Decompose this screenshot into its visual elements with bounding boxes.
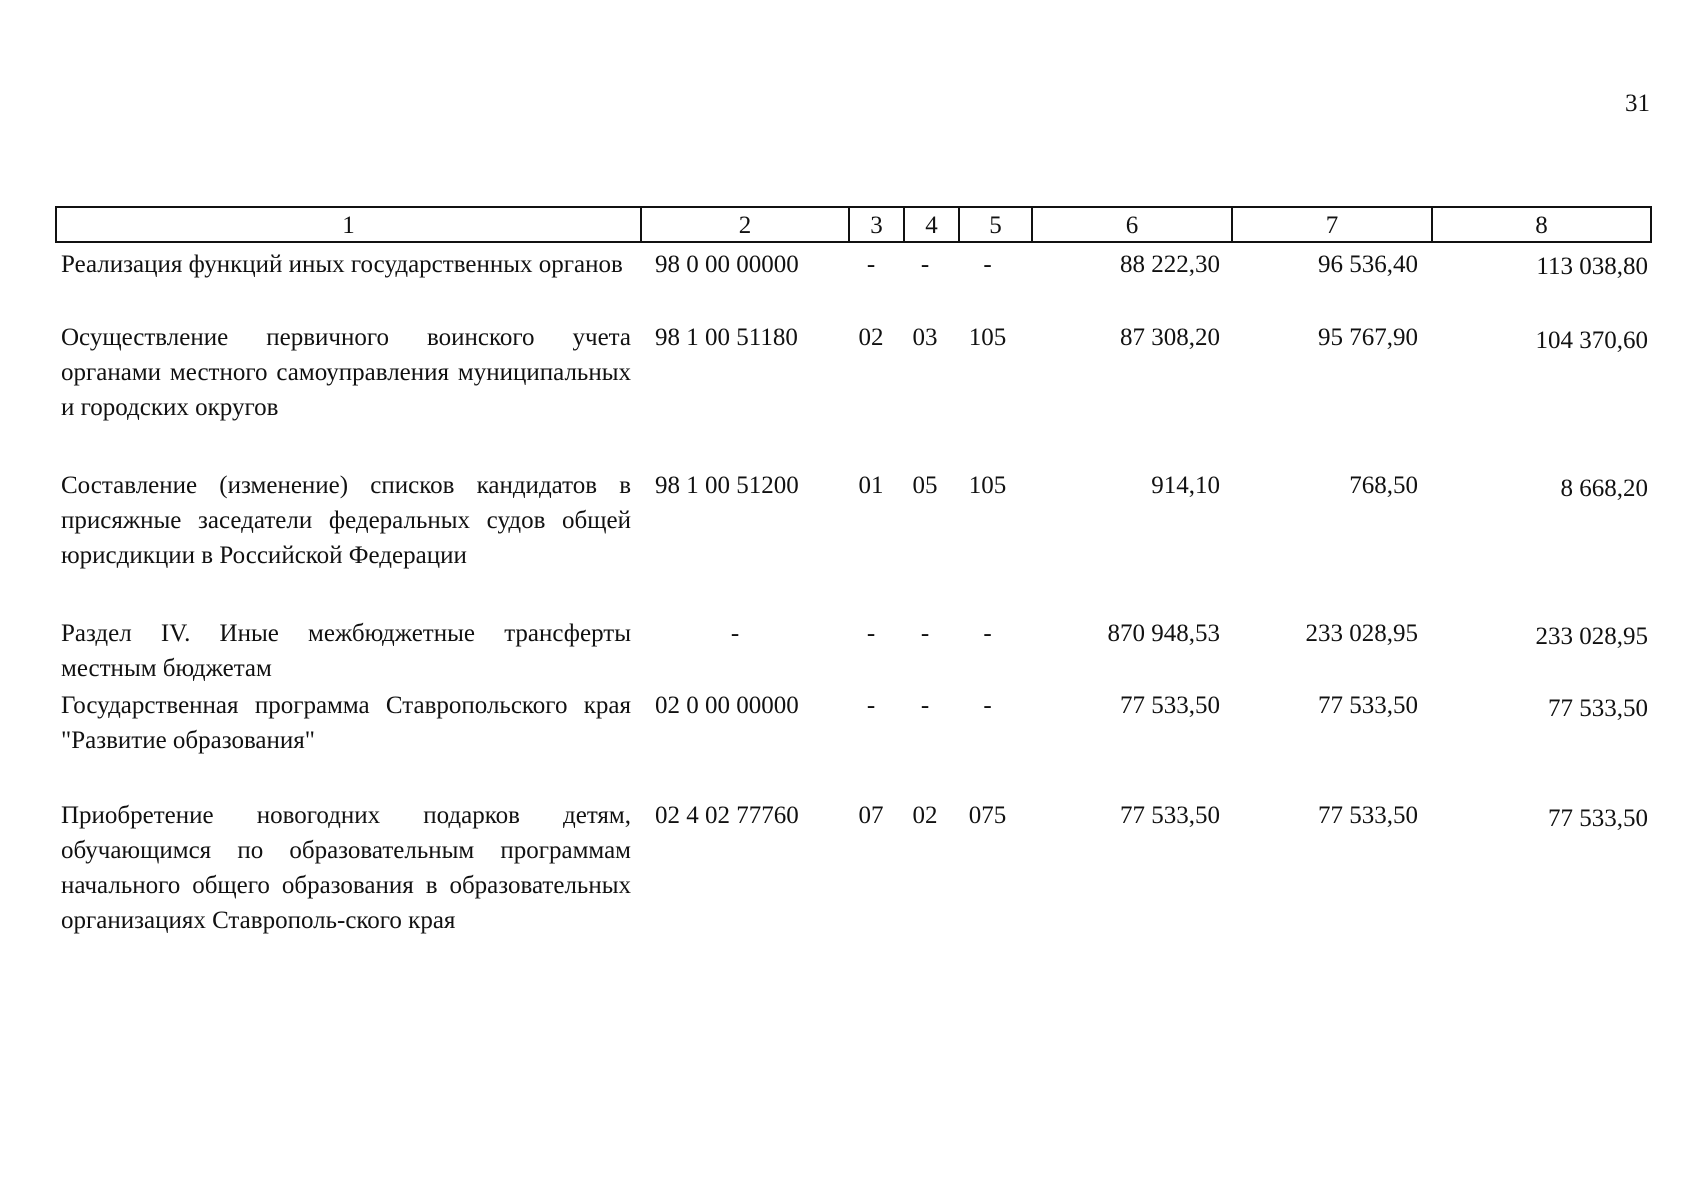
- row-col-4: 05: [912, 472, 938, 499]
- row-value-7: 77 533,50: [1318, 802, 1418, 829]
- column-header-8: 8: [1535, 212, 1548, 239]
- row-value-8: 104 370,60: [1535, 327, 1648, 354]
- row-value-6: 77 533,50: [1120, 802, 1220, 829]
- column-header-4: 4: [905, 208, 960, 241]
- row-col-3: -: [866, 620, 876, 647]
- row-col-4: -: [920, 620, 930, 647]
- row-col-4: -: [920, 692, 930, 719]
- row-value-6: 870 948,53: [1107, 620, 1220, 647]
- row-value-8: 77 533,50: [1548, 805, 1648, 832]
- row-value-7: 768,50: [1349, 472, 1418, 499]
- row-col-3: 01: [858, 472, 884, 499]
- row-code: 98 1 00 51200: [655, 472, 799, 499]
- row-name: Государственная программа Ставропольского края "Развитие образования": [61, 692, 631, 754]
- row-value-8: 113 038,80: [1536, 253, 1648, 280]
- row-value-6: 77 533,50: [1120, 692, 1220, 719]
- row-value-7: 77 533,50: [1318, 692, 1418, 719]
- row-col-5: 105: [968, 324, 1007, 351]
- row-code: 98 0 00 00000: [655, 251, 799, 278]
- row-col-3: 07: [858, 802, 884, 829]
- row-col-4: -: [920, 251, 930, 278]
- row-value-7: 233 028,95: [1305, 620, 1418, 647]
- column-header-5: 5: [960, 208, 1033, 241]
- row-value-7: 95 767,90: [1318, 324, 1418, 351]
- row-col-5: 105: [968, 472, 1007, 499]
- row-value-7: 96 536,40: [1318, 251, 1418, 278]
- column-header-1: 1: [57, 208, 642, 241]
- row-col-5: -: [983, 251, 992, 278]
- row-code: 98 1 00 51180: [655, 324, 798, 351]
- column-header-row: [55, 206, 1652, 243]
- row-value-6: 87 308,20: [1120, 324, 1220, 351]
- row-col-5: 075: [968, 802, 1007, 829]
- row-value-8: 8 668,20: [1560, 475, 1648, 502]
- row-value-8: 77 533,50: [1548, 695, 1648, 722]
- row-col-5: -: [983, 620, 992, 647]
- row-value-6: 914,10: [1151, 472, 1220, 499]
- row-value-6: 88 222,30: [1120, 251, 1220, 278]
- row-code: 02 0 00 00000: [655, 692, 799, 719]
- row-name: Реализация функций иных государственных органов: [61, 251, 623, 278]
- column-header-3: 3: [850, 208, 905, 241]
- column-header-2: 2: [642, 208, 850, 241]
- row-col-5: -: [983, 692, 992, 719]
- row-col-3: -: [866, 692, 876, 719]
- column-header-7: 7: [1233, 208, 1433, 241]
- row-col-4: 02: [912, 802, 938, 829]
- row-code: 02 4 02 77760: [655, 802, 799, 829]
- row-name: Осуществление первичного воинского учета органами местного самоуправления муниципальных и городских округов: [61, 324, 631, 421]
- page-number: 31: [1625, 90, 1650, 117]
- row-code: -: [730, 620, 740, 647]
- row-value-8: 233 028,95: [1535, 623, 1648, 650]
- row-name: Составление (изменение) списков кандидатов в присяжные заседатели федеральных судов общей юрисдикции в Российской Федерации: [61, 472, 631, 569]
- row-col-3: 02: [858, 324, 884, 351]
- column-header-6: 6: [1033, 208, 1233, 241]
- row-name: Раздел IV. Иные межбюджетные трансферты местным бюджетам: [61, 620, 631, 682]
- row-col-3: -: [866, 251, 876, 278]
- row-col-4: 03: [912, 324, 938, 351]
- row-name: Приобретение новогодних подарков детям, обучающимся по образовательным программам начального общего образования в образовательных организациях Ставрополь-ского края: [61, 802, 631, 934]
